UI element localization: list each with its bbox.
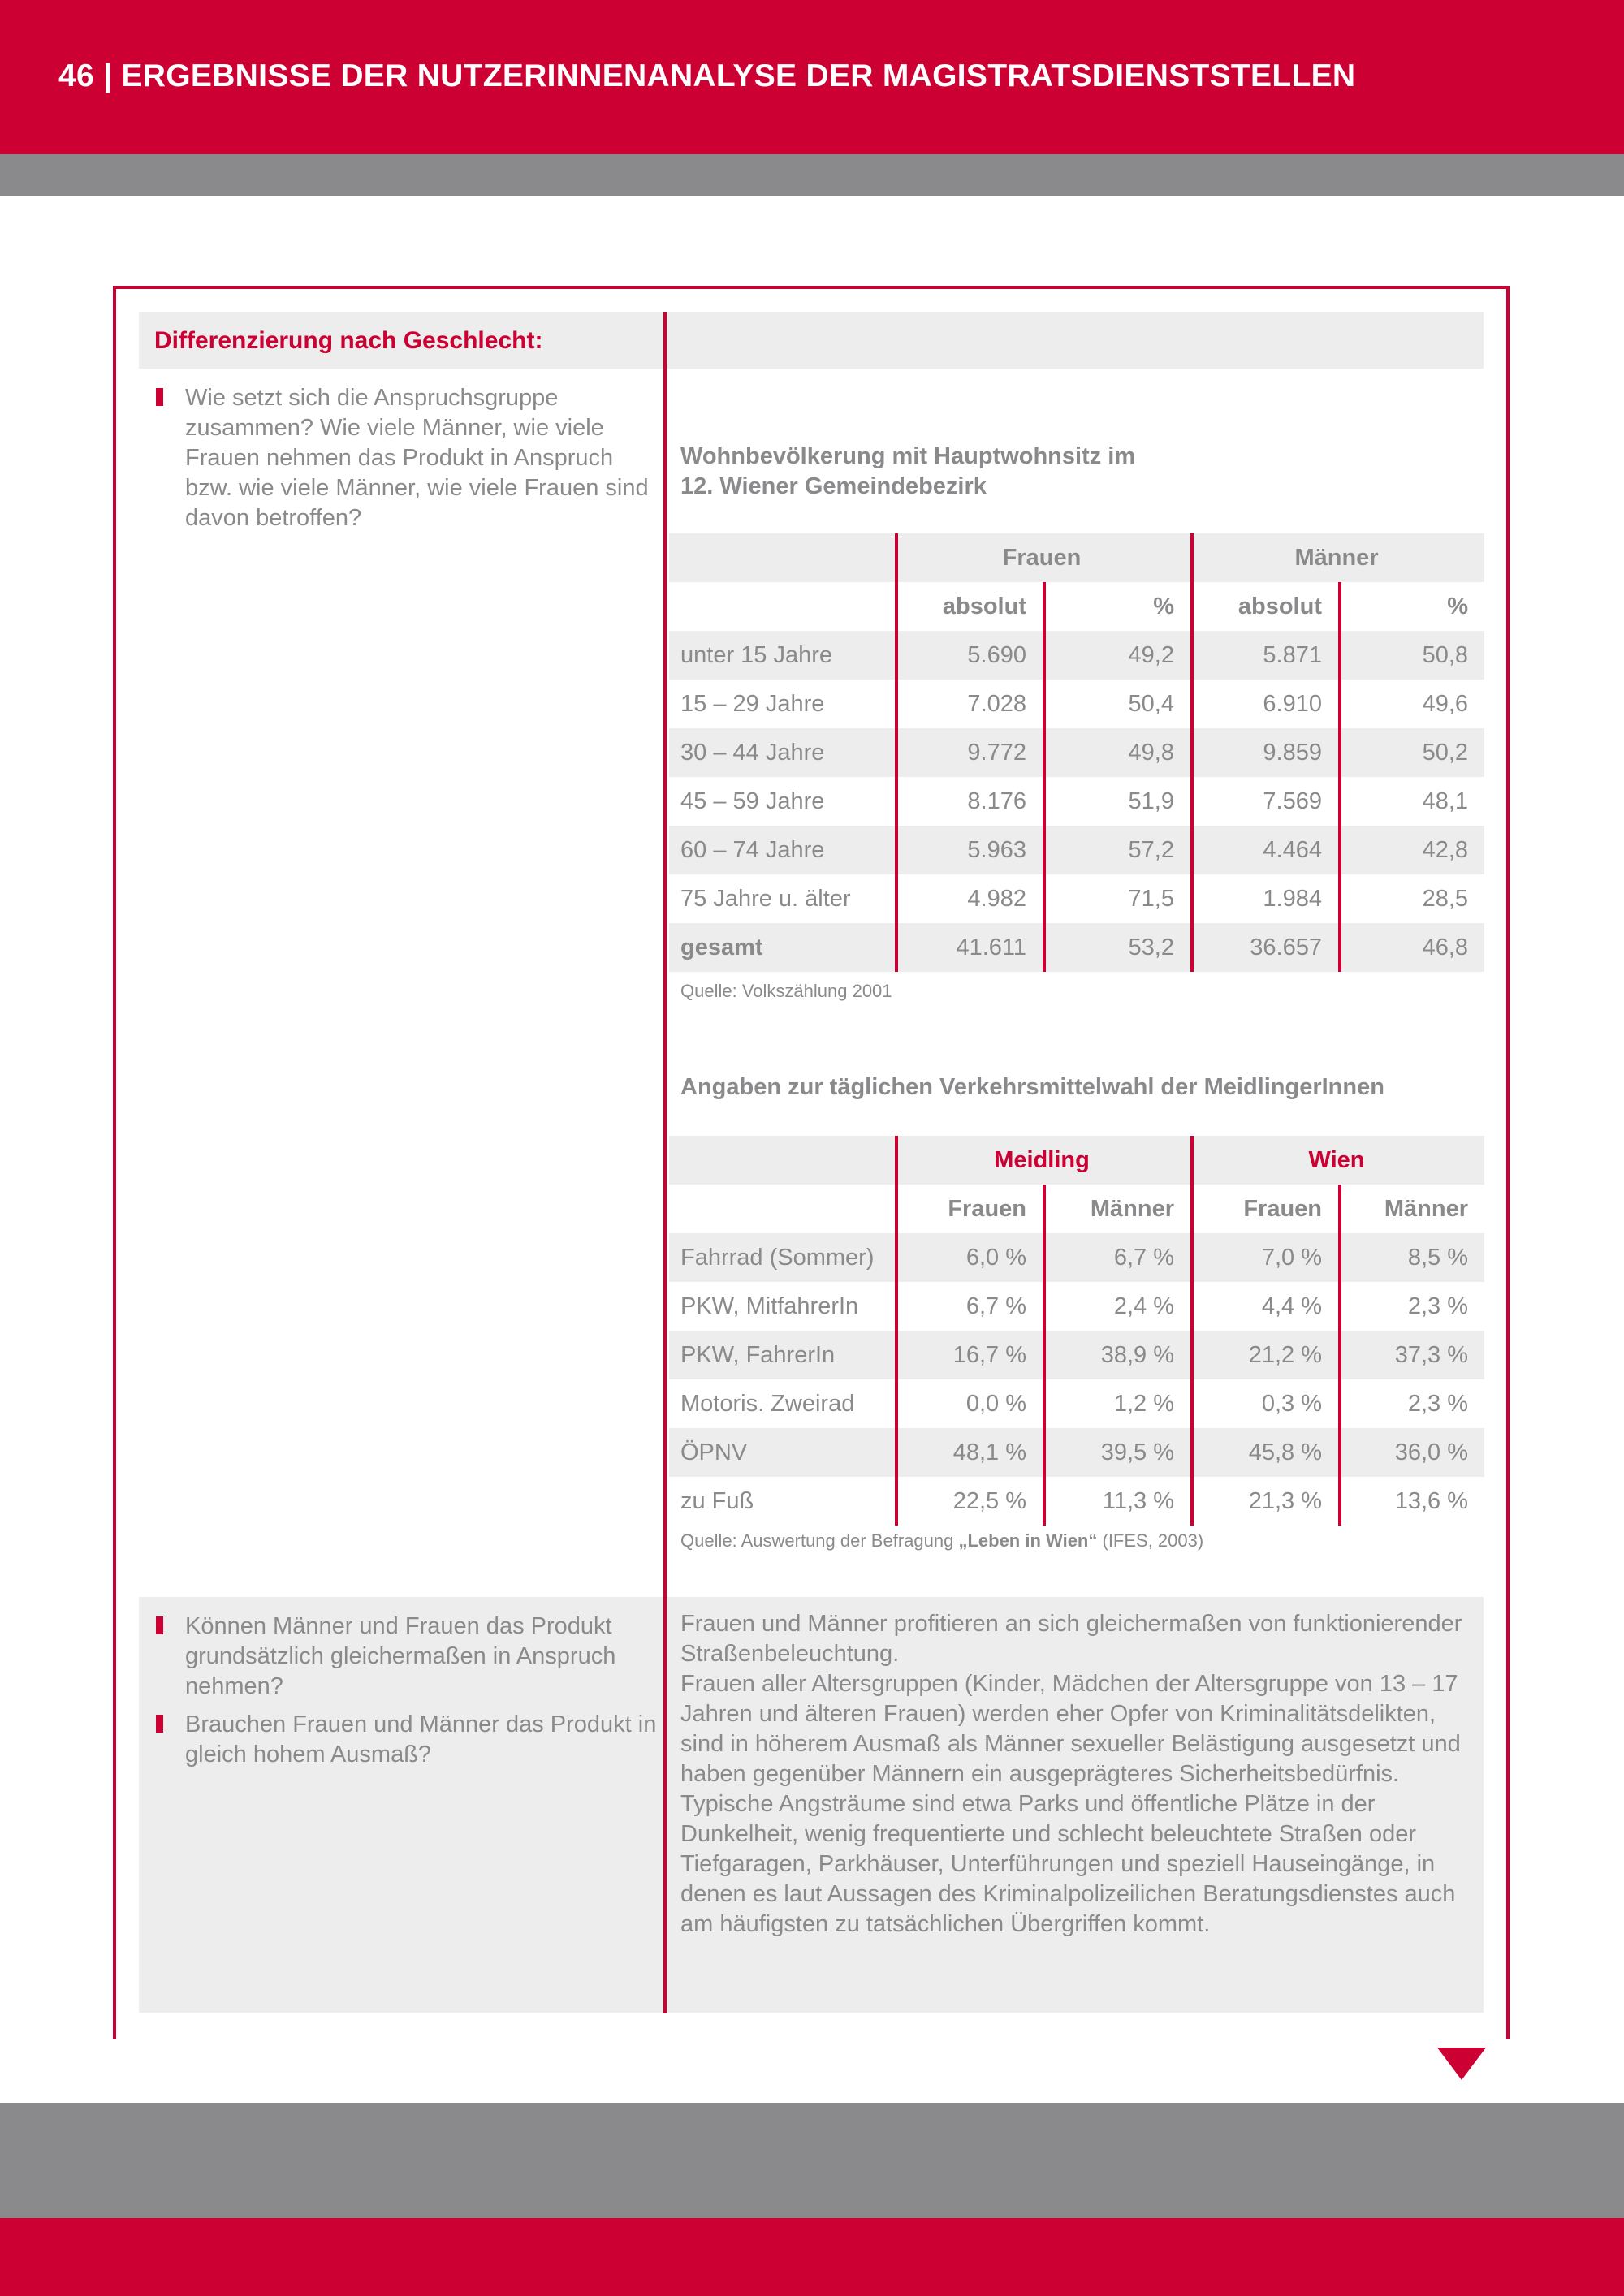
source-survey-name: „Leben in Wien“ [958,1530,1098,1551]
table-cell: 53,2 [1044,923,1192,972]
table-cell: 38,9 % [1044,1331,1192,1379]
population-table [669,533,1484,972]
page-title: 46 | ERGEBNISSE DER NUTZERINNENANALYSE DER MAGISTRATSDIENSTSTELLEN [58,58,1356,93]
row-label: unter 15 Jahre [669,631,896,680]
transport-table [669,1136,1484,1526]
row-label: Motoris. Zweirad [680,1390,855,1417]
group-header-frauen: Frauen [896,533,1192,582]
table-cell: 2,3 % [1340,1282,1484,1331]
row-label: 15 – 29 Jahre [680,690,825,717]
subheader-cell: Männer [1340,1185,1484,1233]
table-cell: 6,0 % [896,1233,1044,1282]
row-label: zu Fuß [680,1487,754,1514]
table-cell: 49,2 [1044,631,1192,680]
footer-stripe [0,2103,1624,2218]
question-text: Wie setzt sich die Anspruchsgruppe zusammen? Wie viele Männer, wie viele Frauen nehmen das Produkt in Anspruch bzw. wie viele Männer, wie viele Frauen sind davon betroffen? [185,385,649,531]
table-cell: 5.871 [1192,631,1340,680]
table-cell: 41.611 [896,923,1044,972]
table-header-row [669,533,1484,582]
section-heading: Differenzierung nach Geschlecht: [154,327,543,354]
table-cell: 49,6 [1340,680,1484,728]
table-cell: 51,9 [1044,777,1192,826]
heading-background-right [667,312,1484,369]
list-item [154,383,658,533]
list-item [154,1710,658,1770]
column-divider [663,312,667,2013]
table-row [669,631,1484,680]
bullet-icon [156,1616,163,1634]
row-label: Fahrrad (Sommer) [669,1233,896,1282]
table-cell: 11,3 % [1044,1477,1192,1526]
table2-title: Angaben zur täglichen Verkehrsmittelwahl der MeidlingerInnen [680,1074,1384,1100]
table-cell: 4,4 % [1192,1282,1340,1331]
header-empty-cell [669,582,896,631]
table-subheader-row [669,1185,1484,1233]
table-cell: 7.569 [1192,777,1340,826]
table-cell: 42,8 [1340,826,1484,874]
question-list-1 [154,383,658,542]
header-stripe [0,154,1624,196]
question-text: Brauchen Frauen und Männer das Produkt in gleich hohem Ausmaß? [185,1711,657,1767]
answer-text-block [680,1609,1484,1940]
table-cell: 37,3 % [1340,1331,1484,1379]
table-cell: 36.657 [1192,923,1340,972]
table-row [669,1282,1484,1331]
header-empty-cell [669,1136,896,1185]
subheader-cell: % [1340,582,1484,631]
table-total-row [669,923,1484,972]
table-cell: 13,6 % [1340,1477,1484,1526]
table-cell: 5.690 [896,631,1044,680]
row-label: 45 – 59 Jahre [680,788,825,814]
table-cell: 21,3 % [1192,1477,1340,1526]
group-header-meidling: Meidling [896,1136,1192,1185]
table-row [669,777,1484,826]
footer-bar [0,2218,1624,2296]
table-cell: 8.176 [896,777,1044,826]
table-cell: 0,0 % [896,1379,1044,1428]
table-cell: 48,1 [1340,777,1484,826]
group-header-wien: Wien [1192,1136,1484,1185]
table-cell: 49,8 [1044,728,1192,777]
table2-source [680,1530,1203,1552]
row-label: PKW, FahrerIn [669,1331,896,1379]
table-cell: 7.028 [896,680,1044,728]
table-row [669,728,1484,777]
table-cell: 45,8 % [1192,1428,1340,1477]
table-cell: 4.982 [896,874,1044,923]
source-text: Quelle: Auswertung der Befragung [680,1530,959,1551]
table-cell: 57,2 [1044,826,1192,874]
table-cell: 50,8 [1340,631,1484,680]
row-label: 60 – 74 Jahre [669,826,896,874]
question-list-2 [154,1612,658,1778]
table-cell: 28,5 [1340,874,1484,923]
table-cell: 71,5 [1044,874,1192,923]
answer-paragraph: Typische Angsträume sind etwa Parks und öffentliche Plätze in der Dunkelheit, wenig frequentierte und schlecht beleuchtete Straßen oder Tiefgaragen, Parkhäuser, Unterführungen und speziell Hauseingänge, in denen es laut Aussagen des Kriminalpolizeilichen Beratungsdienstes auch am häufigsten zu tatsächlichen Übergriffen kommt. [680,1791,1456,1937]
table-row [669,874,1484,923]
table-row [669,1331,1484,1379]
table-row [669,1233,1484,1282]
table-cell: 16,7 % [896,1331,1044,1379]
row-label: PKW, MitfahrerIn [680,1293,859,1319]
answer-paragraph: Frauen und Männer profitieren an sich gleichermaßen von funktionierender Straßenbeleuchtung. [680,1611,1462,1667]
table-cell: 6.910 [1192,680,1340,728]
bullet-icon [156,388,163,406]
frame-right-border [1506,286,1510,2039]
table-row [669,680,1484,728]
subheader-cell: Männer [1044,1185,1192,1233]
table-row [669,826,1484,874]
table-cell: 9.859 [1192,728,1340,777]
table1-title [680,442,1135,502]
table-cell: 46,8 [1340,923,1484,972]
table-cell: 0,3 % [1192,1379,1340,1428]
row-label: 75 Jahre u. älter [680,885,851,912]
header-empty-cell [669,1185,896,1233]
table-row [669,1477,1484,1526]
table1-title-line: 12. Wiener Gemeindebezirk [680,473,987,499]
table-subheader-row [669,582,1484,631]
table-cell: 8,5 % [1340,1233,1484,1282]
table-cell: 1,2 % [1044,1379,1192,1428]
table-cell: 36,0 % [1340,1428,1484,1477]
row-label: 30 – 44 Jahre [669,728,896,777]
question-text: Können Männer und Frauen das Produkt grundsätzlich gleichermaßen in Anspruch nehmen? [185,1613,616,1699]
table1-title-line: Wohnbevölkerung mit Hauptwohnsitz im [680,443,1136,469]
table-cell: 22,5 % [896,1477,1044,1526]
table-header-row [669,1136,1484,1185]
table-cell: 6,7 % [1044,1233,1192,1282]
answer-paragraph: Frauen aller Altersgruppen (Kinder, Mädchen der Altersgruppe von 13 – 17 Jahren und älteren Frauen) werden eher Opfer von Kriminalitätsdelikten, sind in höherem Ausmaß als Männer sexueller Belästigung ausgesetzt und haben gegenüber Männern ein ausgeprägteres Sicherheitsbedürfnis. [680,1671,1461,1787]
table-cell: 48,1 % [896,1428,1044,1477]
table-cell: 6,7 % [896,1282,1044,1331]
table1-source: Quelle: Volkszählung 2001 [680,981,892,1001]
subheader-cell: % [1044,582,1192,631]
group-header-maenner: Männer [1192,533,1484,582]
row-label: gesamt [669,923,896,972]
table-cell: 1.984 [1192,874,1340,923]
table-cell: 21,2 % [1192,1331,1340,1379]
table-cell: 4.464 [1192,826,1340,874]
table-cell: 39,5 % [1044,1428,1192,1477]
frame-top-border [113,286,1510,289]
row-label: ÖPNV [669,1428,896,1477]
list-item [154,1612,658,1702]
subheader-cell: absolut [896,582,1044,631]
subheader-cell: Frauen [1192,1185,1340,1233]
bullet-icon [156,1715,163,1733]
table-cell: 50,2 [1340,728,1484,777]
frame-left-border [113,286,116,2039]
table-row [669,1428,1484,1477]
table-cell: 5.963 [896,826,1044,874]
subheader-cell: absolut [1192,582,1340,631]
table-cell: 9.772 [896,728,1044,777]
table-cell: 2,3 % [1340,1379,1484,1428]
table-cell: 50,4 [1044,680,1192,728]
next-page-triangle-icon[interactable] [1437,2048,1486,2080]
table-cell: 7,0 % [1192,1233,1340,1282]
subheader-cell: Frauen [896,1185,1044,1233]
table-cell: 2,4 % [1044,1282,1192,1331]
header-empty-cell [669,533,896,582]
table-row [669,1379,1484,1428]
source-text: (IFES, 2003) [1097,1530,1204,1551]
